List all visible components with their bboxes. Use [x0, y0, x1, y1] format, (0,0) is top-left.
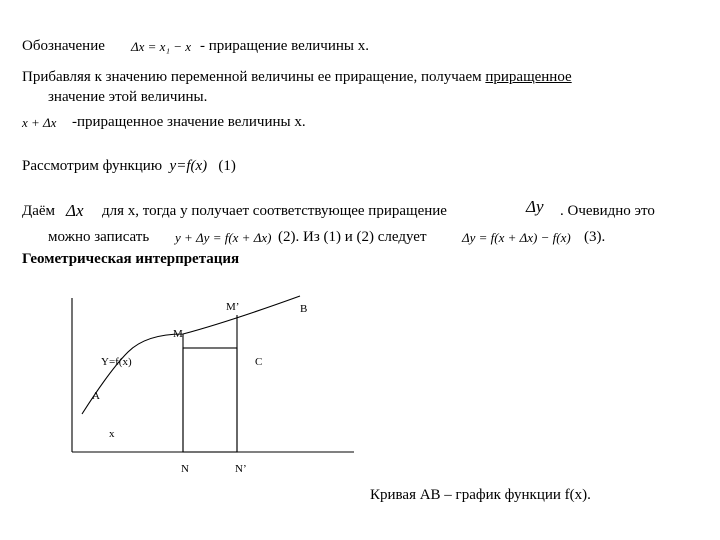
- designation-label: Обозначение: [22, 38, 105, 54]
- equation-2-formula: y + Δy = f(x + Δx): [175, 230, 272, 245]
- give-label: Даём: [22, 203, 56, 219]
- can-write-text: можно записать: [48, 229, 150, 245]
- equation-3-number: (3).: [584, 229, 606, 245]
- label-x: x: [109, 428, 115, 440]
- increment-sentence: для x, тогда y получает соответствующее приращение: [102, 203, 447, 219]
- label-m-prime: M’: [226, 301, 240, 313]
- paragraph-increment-line2: значение этой величины.: [48, 89, 208, 105]
- equation-3-formula: Δy = f(x + Δx) − f(x): [462, 230, 571, 245]
- increment-text: - приращение величины x.: [200, 38, 369, 54]
- obviously-text: . Очевидно это: [560, 203, 655, 219]
- delta-x-symbol: Δx: [66, 201, 84, 220]
- equation-2-text: (2). Из (1) и (2) следует: [278, 229, 427, 245]
- label-m: M: [173, 328, 183, 340]
- x-plus-dx-formula: x + Δx: [22, 115, 57, 130]
- increment-rectangle: [183, 348, 237, 452]
- label-n: N: [181, 463, 189, 475]
- label-a: A: [92, 390, 100, 402]
- label-n-prime: N’: [235, 463, 247, 475]
- curve-ab: [82, 296, 300, 414]
- underlined-word: приращенное: [485, 69, 572, 85]
- delta-y-symbol: Δy: [526, 197, 544, 216]
- incremented-value-text: -приращенное значение величины x.: [72, 114, 306, 130]
- delta-x-formula: Δx = x₁ − x: [131, 39, 192, 54]
- figure-caption: Кривая АВ – график функции f(x).: [370, 487, 591, 503]
- section-heading: Геометрическая интерпретация: [22, 251, 240, 267]
- label-b: B: [300, 303, 308, 315]
- label-c: C: [255, 356, 263, 368]
- consider-function-line: Рассмотрим функцию y=f(x) (1): [22, 158, 236, 174]
- paragraph-increment-line1: Прибавляя к значению переменной величины ее приращение, получаем приращенное: [22, 69, 572, 85]
- label-y-equals-fx: Y=f(x): [101, 356, 132, 368]
